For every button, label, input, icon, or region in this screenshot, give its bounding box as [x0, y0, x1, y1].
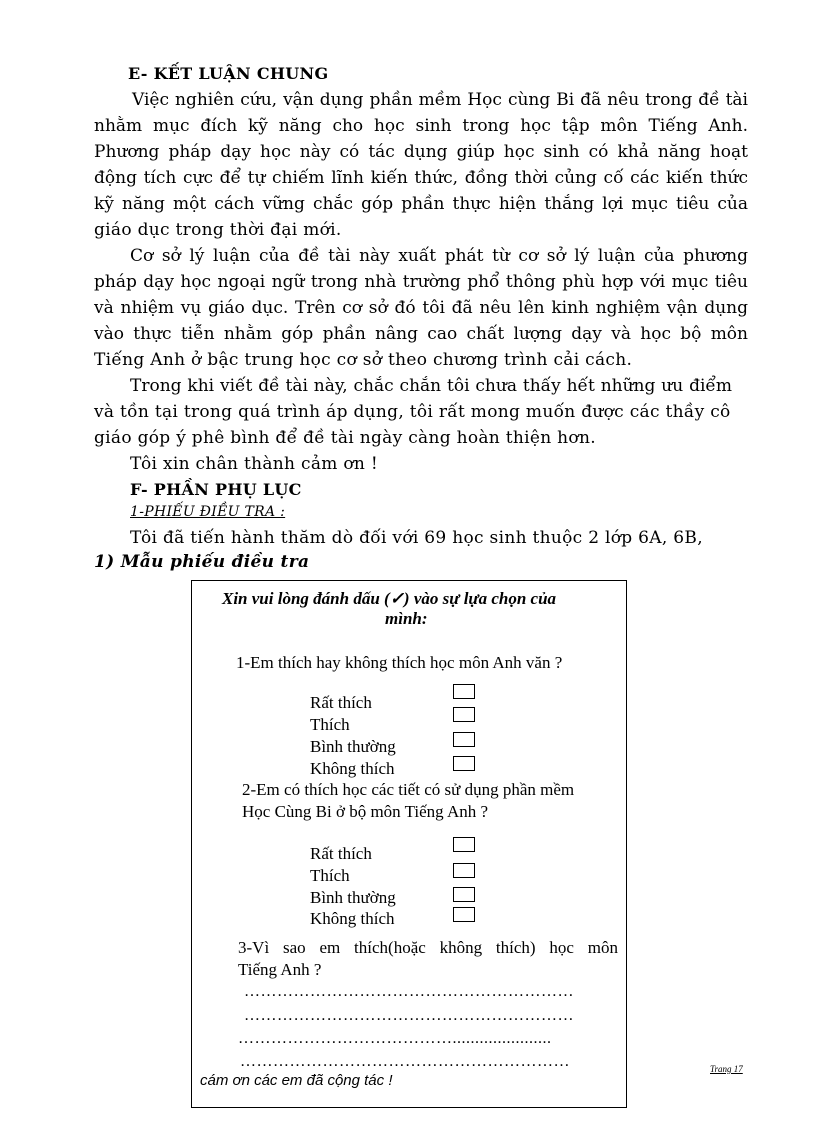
q1-option-normal: Bình thường [310, 737, 396, 756]
q1-checkbox-very-like[interactable] [453, 684, 475, 699]
q1-option-like: Thích [310, 715, 350, 734]
para2-line-1: Cơ sở lý luận của đề tài này xuất phát từ cơ sở lý luận của phương [130, 246, 748, 266]
para1-line-6: giáo dục trong thời đại mới. [94, 220, 342, 240]
question-2-line-2: Học Cùng Bi ở bộ môn Tiếng Anh ? [242, 802, 489, 821]
q2-checkbox-like[interactable] [453, 863, 475, 878]
survey-intro: Tôi đã tiến hành thăm dò đối với 69 học sinh thuộc 2 lớp 6A, 6B, [130, 528, 703, 548]
section-f-heading: F- PHẦN PHỤ LỤC [130, 480, 302, 499]
q1-checkbox-like[interactable] [453, 707, 475, 722]
question-2-line-1: 2-Em có thích học các tiết có sử dụng phần mềm [242, 780, 575, 799]
q2-option-dislike: Không thích [310, 909, 395, 928]
para3-line-3: giáo góp ý phê bình để đề tài ngày càng hoàn thiện hơn. [94, 428, 596, 448]
para1-line-5: kỹ năng một cách vững chắc góp phần thực hiện thắng lợi mục tiêu của [94, 194, 748, 214]
survey-instruction-2: mình: [385, 609, 428, 628]
para3-line-2: và tồn tại trong quá trình áp dụng, tôi rất mong muốn được các thầy cô [94, 402, 731, 422]
para2-line-4: vào thực tiễn nhằm góp phần nâng cao chất lượng dạy và học bộ môn [94, 324, 748, 344]
q2-option-very-like: Rất thích [310, 844, 372, 863]
para1-line-4: động tích cực để tự chiếm lĩnh kiến thức, đồng thời củng cố các kiến thức [94, 168, 748, 188]
q1-checkbox-normal[interactable] [453, 732, 475, 747]
answer-line-2[interactable]: …………………………………………………… [244, 1007, 574, 1024]
q2-option-normal: Bình thường [310, 888, 396, 907]
answer-line-3[interactable]: …………………………………...................... [238, 1030, 552, 1047]
para2-line-5: Tiếng Anh ở bậc trung học cơ sở theo chương trình cải cách. [94, 350, 633, 370]
question-3-line-2: Tiếng Anh ? [238, 960, 322, 979]
question-3-line-1: 3-Vì sao em thích(hoặc không thích) học môn [238, 938, 618, 957]
para2-line-3: và nhiệm vụ giáo dục. Trên cơ sở đó tôi đã nêu lên kinh nghiệm vận dụng [94, 298, 748, 318]
survey-form-box [191, 580, 627, 1108]
para3-line-1: Trong khi viết đề tài này, chắc chắn tôi chưa thấy hết những ưu điểm [130, 376, 732, 396]
q2-option-like: Thích [310, 866, 350, 885]
para2-line-2: pháp dạy học ngoại ngữ trong nhà trường phổ thông phù hợp với mục tiêu [94, 272, 748, 292]
q2-checkbox-dislike[interactable] [453, 907, 475, 922]
form-title: 1) Mẫu phiếu điều tra [94, 552, 310, 572]
q2-checkbox-normal[interactable] [453, 887, 475, 902]
page-number: Trang 17 [710, 1064, 743, 1074]
answer-line-1[interactable]: …………………………………………………… [244, 983, 574, 1000]
section-e-heading: E- KẾT LUẬN CHUNG [128, 64, 329, 83]
thanks-line: Tôi xin chân thành cảm ơn ! [130, 454, 379, 474]
para1-line-1: Việc nghiên cứu, vận dụng phần mềm Học cùng Bi đã nêu trong đề tài [132, 90, 748, 110]
survey-instruction-1: Xin vui lòng đánh dấu (✓) vào sự lựa chọn của [222, 589, 557, 608]
q1-option-dislike: Không thích [310, 759, 395, 778]
answer-line-4[interactable]: …………………………………………………… [240, 1053, 570, 1070]
q1-option-very-like: Rất thích [310, 693, 372, 712]
survey-closing: cám ơn các em đã cộng tác ! [200, 1072, 393, 1089]
question-1: 1-Em thích hay không thích học môn Anh văn ? [236, 653, 563, 672]
q1-checkbox-dislike[interactable] [453, 756, 475, 771]
q2-checkbox-very-like[interactable] [453, 837, 475, 852]
para1-line-3: Phương pháp dạy học này có tác dụng giúp học sinh có khả năng hoạt [94, 142, 748, 162]
para1-line-2: nhằm mục đích kỹ năng cho học sinh trong học tập môn Tiếng Anh. [94, 116, 748, 136]
survey-subheading: 1-PHIẾU ĐIỀU TRA : [130, 504, 286, 520]
